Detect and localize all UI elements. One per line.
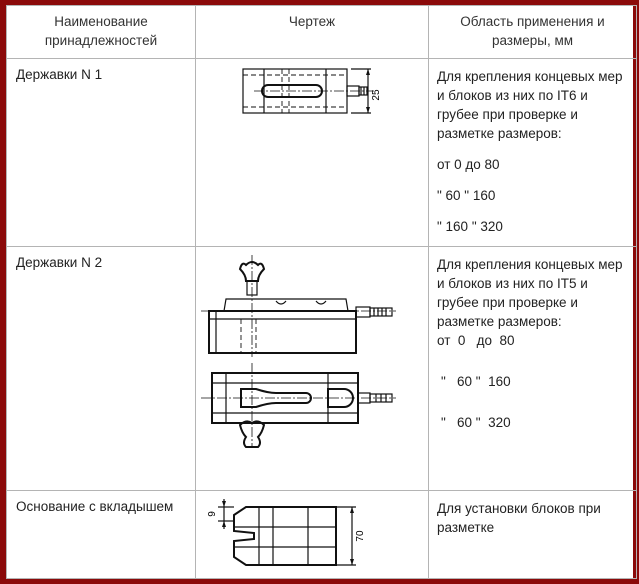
table-row (7, 491, 637, 579)
header-row (7, 6, 637, 59)
header-drawing: Чертеж (196, 6, 429, 59)
base-drawing (196, 491, 428, 580)
accessories-table (6, 5, 637, 579)
row-name: Державки N 1 (7, 59, 196, 247)
header-area: Область применения и размеры, мм (429, 6, 637, 59)
row-name: Основание с вкладышем (7, 491, 196, 579)
table-row (7, 59, 637, 247)
row-desc: Для крепления концевых мер и блоков из них по IT6 и грубее при проверке и разметке размеров: от 0 до 80 " 60 " 160 " 160 " 320 (429, 59, 637, 247)
drawing-holder-2 (196, 247, 429, 491)
dimension-label: 9 (207, 511, 218, 517)
drawing-holder-1 (196, 59, 429, 247)
holder-2-drawing (196, 247, 428, 491)
row-desc: Для крепления концевых мер и блоков из них по IT5 и грубее при проверке и разметке размеров: от 0 до 80 " 60 " 160 " 60 " 320 (429, 247, 637, 491)
header-name: Наименование принадлежностей (7, 6, 196, 59)
holder-1-drawing (196, 59, 428, 247)
document-frame (6, 5, 633, 579)
row-desc: Для установки блоков при разметке (429, 491, 637, 579)
dimension-label: 25 (371, 89, 382, 101)
row-name: Державки N 2 (7, 247, 196, 491)
dimension-label: 70 (355, 530, 366, 542)
table-row (7, 247, 637, 491)
drawing-base (196, 491, 429, 579)
